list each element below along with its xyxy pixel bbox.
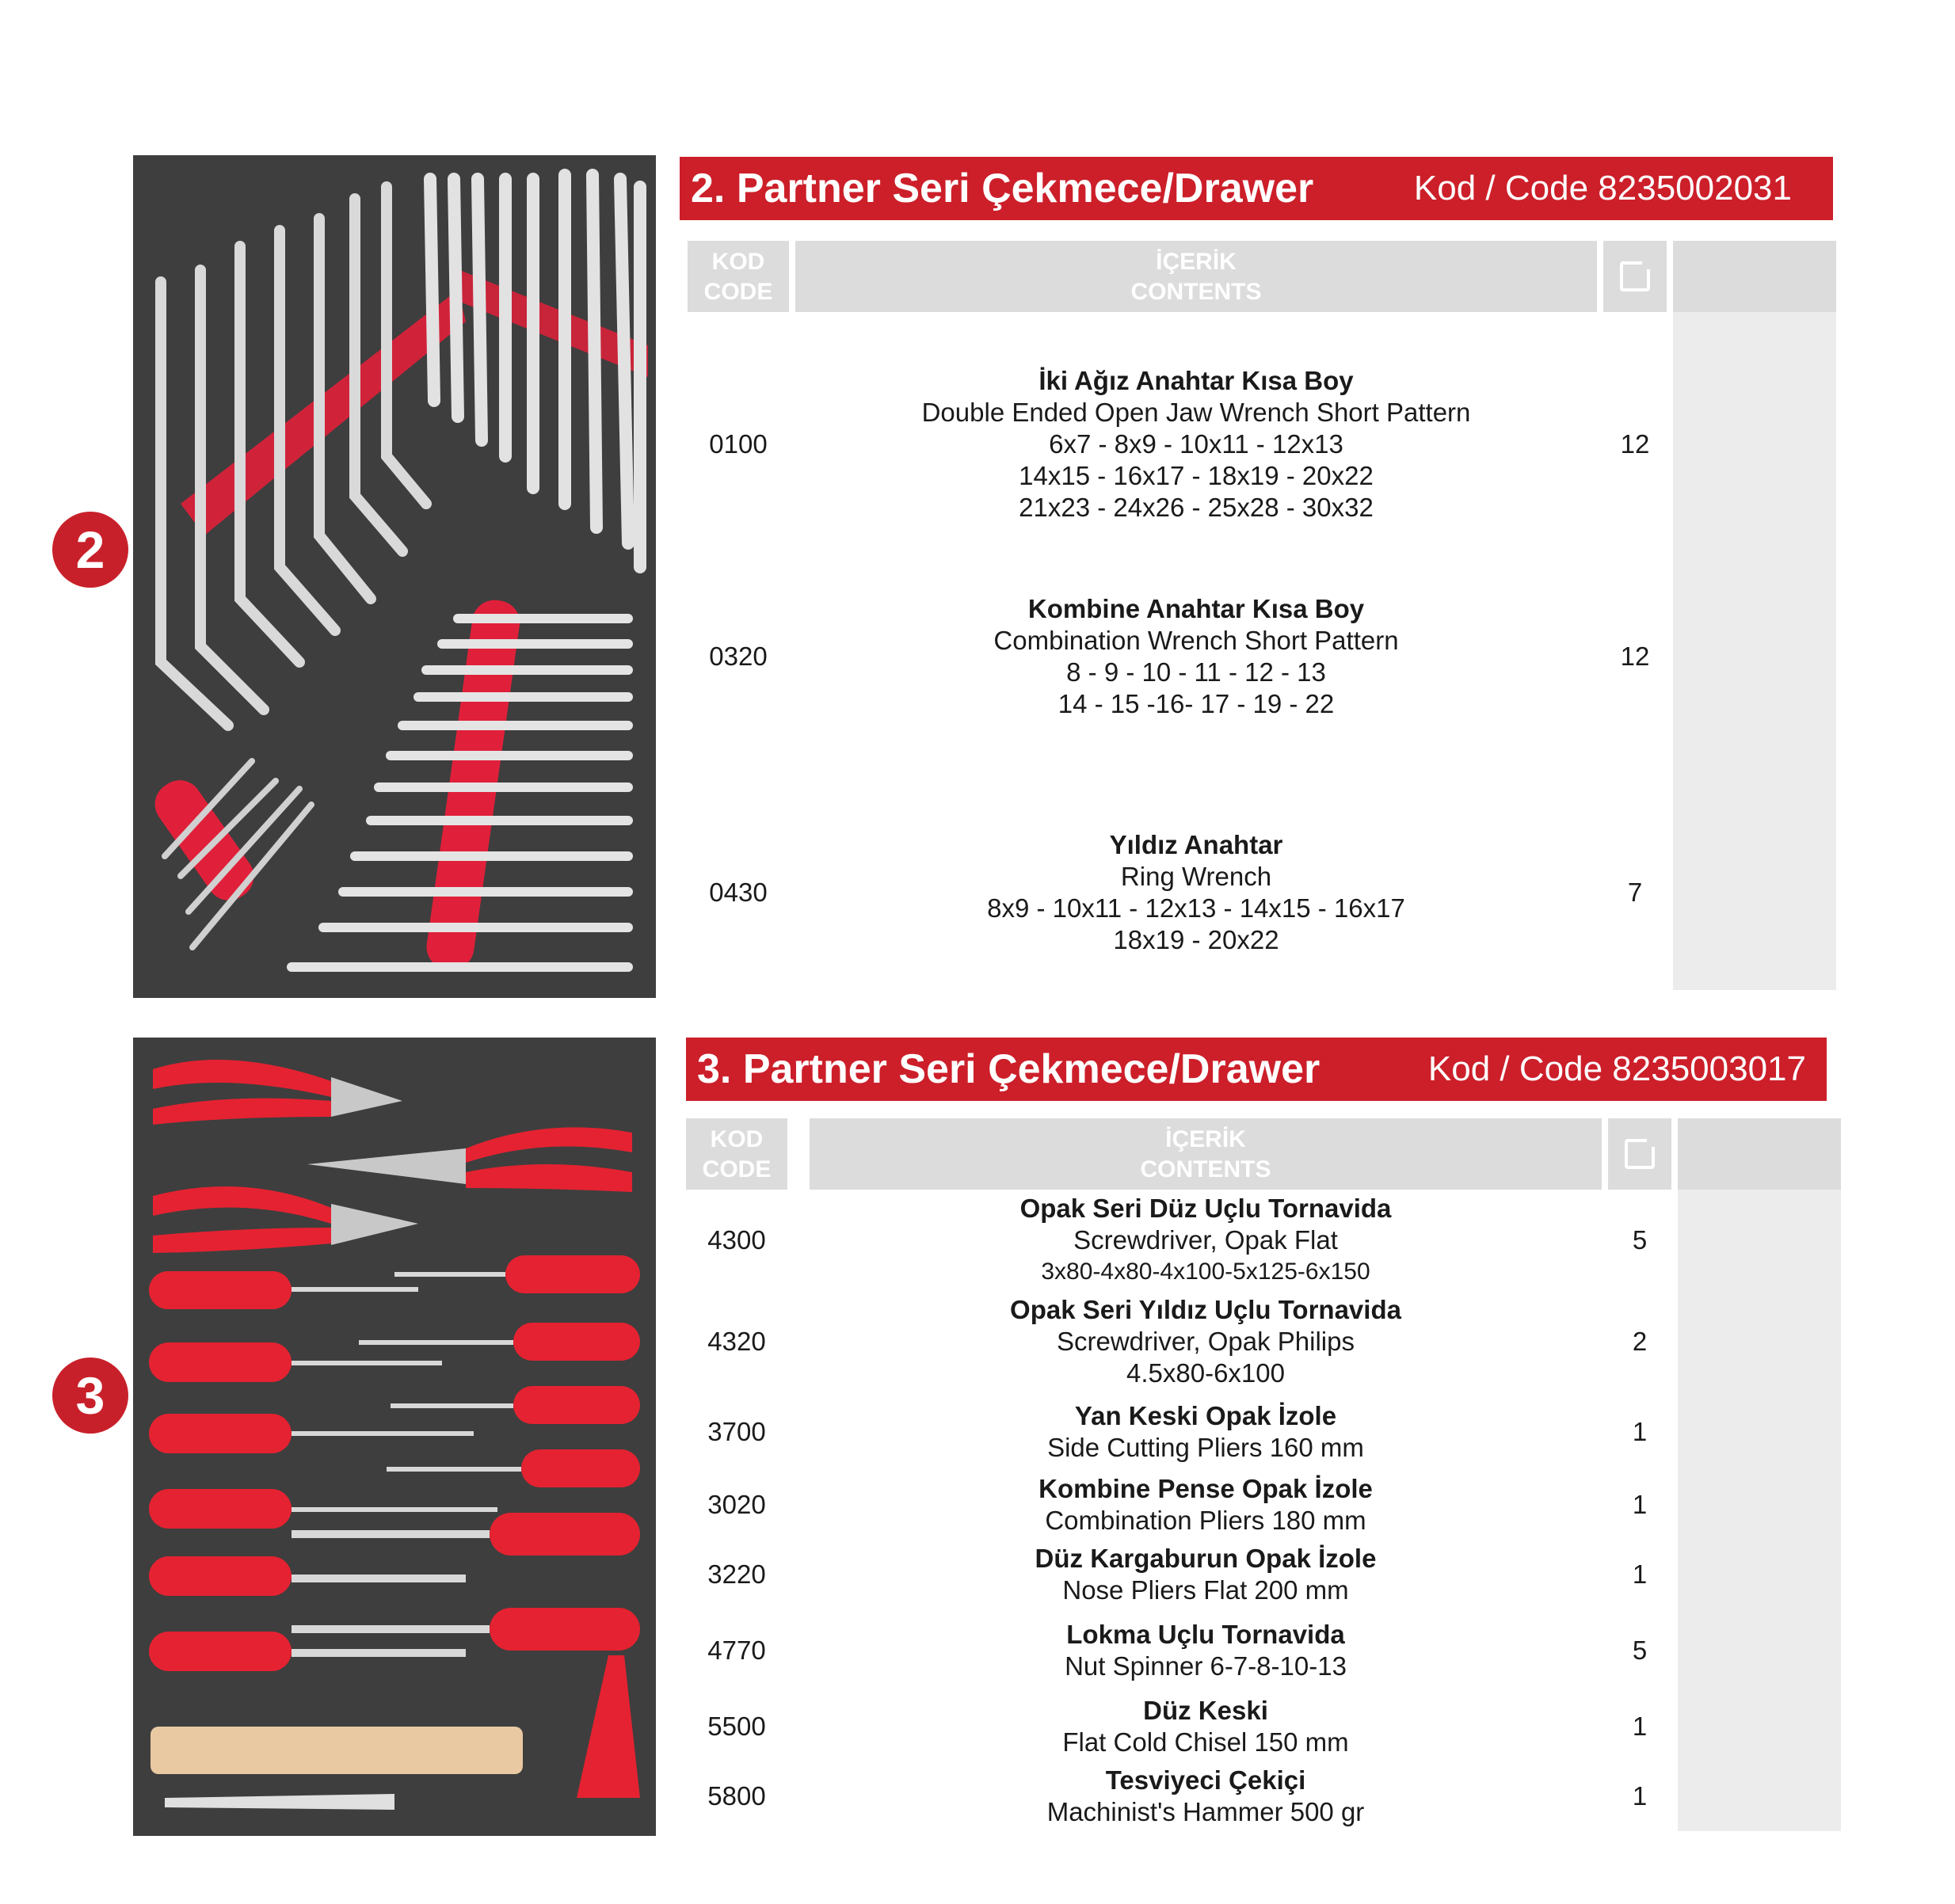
row-name: Yan Keski Opak İzole (1074, 1401, 1337, 1430)
header-contents-en: CONTENTS (1140, 1156, 1271, 1182)
drawer-2-photo (133, 155, 656, 998)
row-code: 0100 (709, 429, 768, 459)
row-line: Nut Spinner 6-7-8-10-13 (1065, 1651, 1347, 1681)
row-content (810, 1400, 1602, 1464)
row-name: Kombine Anahtar Kısa Boy (1027, 594, 1365, 623)
row-code: 3220 (707, 1559, 766, 1589)
row-line: Machinist's Hammer 500 gr (1046, 1797, 1365, 1826)
row-code: 0320 (709, 642, 768, 671)
row-qty: 1 (1632, 1417, 1648, 1446)
row-qty: 12 (1620, 642, 1650, 671)
row-name: Tesviyeci Çekiçi (1105, 1765, 1306, 1795)
row-line: 4.5x80-6x100 (1126, 1358, 1285, 1388)
header-code-en: CODE (702, 1156, 772, 1182)
row-name: Kombine Pense Opak İzole (1038, 1474, 1373, 1503)
row-content (810, 1473, 1602, 1537)
row-line: Combination Wrench Short Pattern (993, 626, 1399, 655)
row-content (810, 1695, 1602, 1758)
header-qty (1608, 1118, 1671, 1190)
section-2-title: 2. Partner Seri Çekmece/Drawer (691, 166, 1314, 211)
row-line: Nose Pliers Flat 200 mm (1062, 1575, 1349, 1605)
row-code: 3020 (707, 1490, 766, 1519)
row-qty: 5 (1632, 1225, 1648, 1255)
row-qty: 12 (1620, 429, 1650, 459)
row-qty: 7 (1627, 878, 1643, 907)
header-extra (1673, 241, 1836, 312)
row-content (810, 1294, 1602, 1389)
quantity-icon (1625, 1139, 1655, 1169)
row-code: 5800 (707, 1781, 766, 1811)
row-name: Düz Kargaburun Opak İzole (1035, 1544, 1377, 1573)
row-code: 3700 (707, 1417, 766, 1446)
row-qty: 1 (1632, 1490, 1648, 1519)
row-name: İki Ağız Anahtar Kısa Boy (1038, 366, 1354, 395)
row-qty: 1 (1632, 1712, 1648, 1741)
header-extra (1678, 1118, 1841, 1190)
row-line: 14x15 - 16x17 - 18x19 - 20x22 (1019, 461, 1374, 490)
row-code: 4770 (707, 1636, 766, 1665)
extra-column (1678, 1190, 1841, 1831)
row-line: 21x23 - 24x26 - 25x28 - 30x32 (1019, 493, 1374, 522)
row-code: 4300 (707, 1225, 766, 1255)
row-line: Double Ended Open Jaw Wrench Short Pattern (921, 398, 1471, 427)
drawer-3-photo (133, 1038, 656, 1836)
row-line: 8 - 9 - 10 - 11 - 12 - 13 (1066, 657, 1326, 687)
section-2-title-bar (680, 157, 1833, 220)
row-line: Screwdriver, Opak Flat (1073, 1225, 1338, 1255)
section-3-title: 3. Partner Seri Çekmece/Drawer (697, 1046, 1320, 1092)
row-line: 8x9 - 10x11 - 12x13 - 14x15 - 16x17 (987, 893, 1405, 923)
extra-column (1673, 312, 1836, 990)
row-line: 18x19 - 20x22 (1113, 925, 1279, 954)
header-contents (795, 241, 1597, 312)
row-qty: 1 (1632, 1559, 1648, 1589)
row-line: Flat Cold Chisel 150 mm (1062, 1727, 1349, 1757)
row-line: 6x7 - 8x9 - 10x11 - 12x13 (1049, 429, 1343, 459)
row-name: Lokma Uçlu Tornavida (1066, 1620, 1345, 1649)
row-code: 4320 (707, 1327, 766, 1356)
row-line: Side Cutting Pliers 160 mm (1047, 1433, 1364, 1462)
section-3-badge: 3 (52, 1358, 128, 1434)
row-content (795, 365, 1597, 524)
row-name: Opak Seri Yıldız Uçlu Tornavida (1010, 1295, 1401, 1324)
row-line: 3x80-4x80-4x100-5x125-6x150 (1041, 1259, 1370, 1285)
row-content (810, 1619, 1602, 1682)
section-2-code: Kod / Code 8235002031 (1413, 169, 1792, 208)
header-contents (810, 1118, 1602, 1190)
row-qty: 2 (1632, 1327, 1648, 1356)
header-code-en: CODE (703, 279, 773, 305)
row-name: Opak Seri Düz Uçlu Tornavida (1019, 1194, 1392, 1223)
row-line: Combination Pliers 180 mm (1045, 1506, 1366, 1535)
header-qty (1603, 241, 1667, 312)
row-qty: 5 (1632, 1636, 1648, 1665)
header-code (686, 1118, 787, 1190)
header-contents-tr: İÇERİK (1165, 1126, 1246, 1152)
row-content (810, 1193, 1602, 1288)
row-name: Yıldız Anahtar (1109, 830, 1283, 859)
row-content (795, 829, 1597, 956)
row-content (795, 593, 1597, 720)
header-code (688, 241, 789, 312)
row-qty: 1 (1632, 1781, 1648, 1811)
section-3-code: Kod / Code 8235003017 (1427, 1049, 1806, 1088)
header-contents-en: CONTENTS (1130, 279, 1262, 305)
header-code-tr: KOD (710, 1126, 764, 1152)
row-content (810, 1543, 1602, 1606)
section-3-title-bar (686, 1038, 1827, 1101)
header-contents-tr: İÇERİK (1156, 249, 1237, 275)
row-content (810, 1765, 1602, 1828)
row-line: 14 - 15 -16- 17 - 19 - 22 (1058, 689, 1335, 718)
row-code: 5500 (707, 1712, 766, 1741)
section-2-table (680, 157, 1836, 996)
row-name: Düz Keski (1143, 1696, 1268, 1725)
row-line: Screwdriver, Opak Philips (1057, 1327, 1355, 1356)
row-line: Ring Wrench (1120, 862, 1272, 891)
section-2-badge: 2 (52, 512, 128, 588)
header-code-tr: KOD (711, 249, 765, 275)
quantity-icon (1620, 261, 1650, 291)
row-code: 0430 (709, 878, 768, 907)
section-3-table (686, 1038, 1843, 1837)
